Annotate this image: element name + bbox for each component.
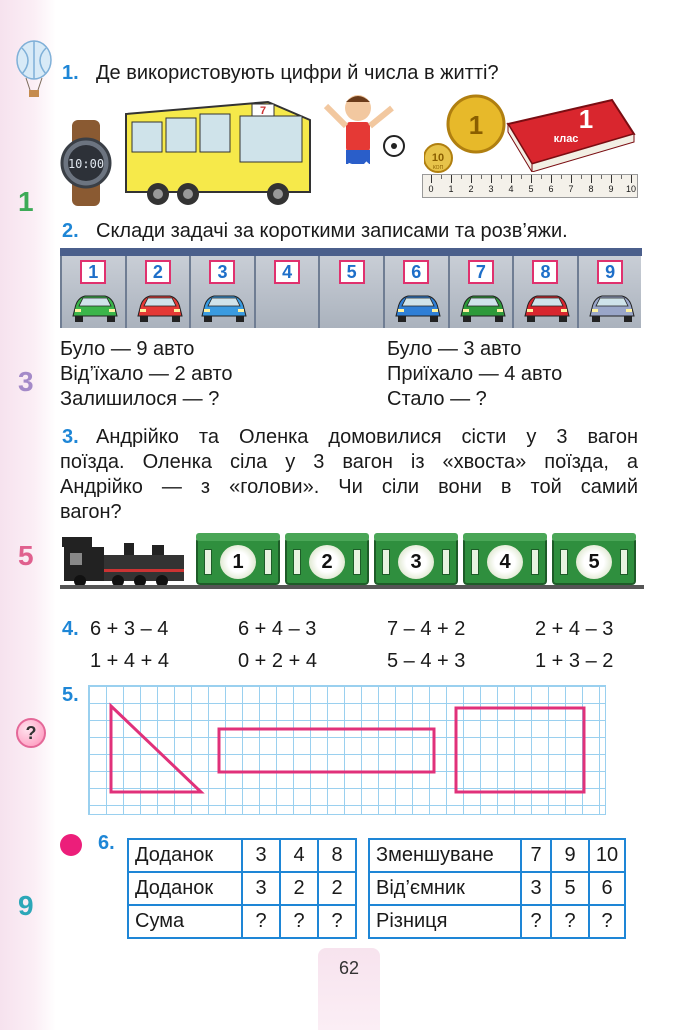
task-2-left-line-3: Залишилося — ? [60, 388, 220, 410]
expression: 5 – 4 + 3 [387, 650, 466, 672]
table-cell: 8 [318, 839, 356, 872]
table-cell-label: Зменшуване [369, 839, 521, 872]
wagon-number: 2 [309, 545, 345, 579]
rail [60, 585, 644, 589]
watch-display: 10:00 [67, 157, 105, 171]
ruler-label: 6 [548, 184, 554, 194]
task-6-number: 6. [98, 832, 115, 854]
table-cell: 9 [551, 839, 589, 872]
subtraction-table [368, 838, 626, 939]
parking-slot [448, 256, 513, 328]
locomotive-icon [60, 533, 190, 589]
car-icon [523, 290, 571, 324]
ruler-minor-tick [481, 175, 482, 179]
ruler-tick [431, 175, 432, 183]
parking-lot [60, 248, 642, 328]
wagon-door [620, 549, 628, 575]
expression: 7 – 4 + 2 [387, 618, 466, 640]
task-2-left-line-2: Від’їхало — 2 авто [60, 363, 233, 385]
wagon-door [531, 549, 539, 575]
bus-icon [118, 96, 316, 208]
task-3-line-4: вагон? [60, 501, 122, 523]
ruler-minor-tick [561, 175, 562, 179]
table-cell: 6 [589, 872, 625, 905]
expression: 6 + 4 – 3 [238, 618, 317, 640]
table-cell: 3 [242, 839, 280, 872]
parking-slot-number: 5 [339, 260, 365, 284]
table-row [128, 839, 356, 872]
ruler-minor-tick [501, 175, 502, 179]
margin-number-5: 5 [18, 540, 34, 571]
parking-slot [189, 256, 254, 328]
ruler-label: 3 [488, 184, 494, 194]
task-2-right-line-3: Стало — ? [387, 388, 487, 410]
book-label: клас [553, 133, 579, 145]
train-wagon [374, 537, 458, 585]
ruler-label: 0 [428, 184, 434, 194]
parking-slot-number: 7 [468, 260, 494, 284]
parking-slot-number: 2 [145, 260, 171, 284]
wagon-roof [196, 533, 280, 541]
car-icon [71, 290, 119, 324]
hot-air-balloon-icon [14, 40, 54, 100]
ruler-label: 10 [625, 184, 636, 194]
ruler-tick [591, 175, 592, 183]
book-number: 1 [578, 104, 594, 134]
task-2-text: Склади задачі за короткими записами та розв’яжи. [96, 220, 568, 242]
calendar-book-icon [502, 94, 638, 172]
train-wagon [552, 537, 636, 585]
table-cell: ? [521, 905, 551, 938]
ruler-tick [451, 175, 452, 183]
table-cell: 2 [318, 872, 356, 905]
table-cell: ? [242, 905, 280, 938]
car-icon [588, 290, 636, 324]
ruler-tick [531, 175, 532, 183]
parking-slot-number: 3 [209, 260, 235, 284]
task-3-line-3: Андрійко — з «голови». Чи сіли вони в той самий [60, 476, 638, 498]
table-cell: 7 [521, 839, 551, 872]
car-icon [459, 290, 507, 324]
wagon-door [293, 549, 301, 575]
task-1-number: 1. [62, 62, 79, 84]
table-cell: ? [589, 905, 625, 938]
task-2-right-line-1: Було — 3 авто [387, 338, 522, 360]
task-2-left-line-1: Було — 9 авто [60, 338, 195, 360]
table-row [128, 905, 356, 938]
task-2-number: 2. [62, 220, 79, 242]
table-cell: ? [551, 905, 589, 938]
wagon-roof [374, 533, 458, 541]
table-row [128, 872, 356, 905]
parking-slot [125, 256, 190, 328]
expression: 6 + 3 – 4 [90, 618, 169, 640]
difficulty-dot-icon [60, 834, 82, 856]
parking-slot-number: 8 [532, 260, 558, 284]
ruler-minor-tick [581, 175, 582, 179]
table-cell: 3 [242, 872, 280, 905]
train-wagon [196, 537, 280, 585]
wagon-door [560, 549, 568, 575]
ruler-minor-tick [521, 175, 522, 179]
parking-roof [60, 248, 642, 256]
ruler-minor-tick [621, 175, 622, 179]
coin-small-value: 10 [431, 152, 445, 164]
expression: 1 + 3 – 2 [535, 650, 614, 672]
parking-slot [383, 256, 448, 328]
addition-table [127, 838, 357, 939]
wagon-number: 4 [487, 545, 523, 579]
table-cell-label: Доданок [128, 839, 242, 872]
table-cell-label: Сума [128, 905, 242, 938]
task-3-line-2: поїзда. Оленка сіла у 3 вагон із «хвоста» поїзда, а [60, 451, 638, 473]
train [60, 533, 644, 589]
ruler-minor-tick [461, 175, 462, 179]
bus-number: 7 [259, 105, 267, 117]
table-cell: ? [280, 905, 318, 938]
task-2-right-line-2: Приїхало — 4 авто [387, 363, 563, 385]
parking-slot [318, 256, 383, 328]
coin-small-label: КОП [432, 165, 444, 171]
ruler-label: 1 [448, 184, 454, 194]
train-wagon [463, 537, 547, 585]
ruler-label: 5 [528, 184, 534, 194]
ruler-label: 4 [508, 184, 514, 194]
task-1-text: Де використовують цифри й числа в житті? [96, 62, 499, 84]
ruler-label: 9 [608, 184, 614, 194]
wagon-door [382, 549, 390, 575]
wagon-number: 3 [398, 545, 434, 579]
coin-large-value: 1 [468, 110, 484, 140]
ruler-tick [491, 175, 492, 183]
wagon-door [442, 549, 450, 575]
parking-slot-number: 6 [403, 260, 429, 284]
rectangle-shape [456, 708, 584, 792]
ruler-label: 2 [468, 184, 474, 194]
table-cell: 2 [280, 872, 318, 905]
ruler-tick [631, 175, 632, 183]
table-cell-label: Різниця [369, 905, 521, 938]
wagon-number: 1 [220, 545, 256, 579]
wagon-door [353, 549, 361, 575]
table-cell: 4 [280, 839, 318, 872]
ruler [422, 174, 638, 198]
wagon-roof [285, 533, 369, 541]
margin-number-1: 1 [18, 186, 34, 217]
expression: 1 + 4 + 4 [90, 650, 169, 672]
ruler-minor-tick [601, 175, 602, 179]
ruler-tick [551, 175, 552, 183]
table-cell-label: Від’ємник [369, 872, 521, 905]
coins-icon [424, 94, 510, 178]
long-rectangle-shape [219, 729, 434, 772]
wagon-roof [463, 533, 547, 541]
ruler-tick [511, 175, 512, 183]
table-row [369, 839, 625, 872]
table-cell: 3 [521, 872, 551, 905]
ruler-label: 8 [588, 184, 594, 194]
parking-slot [254, 256, 319, 328]
page-number-tab [318, 948, 380, 1030]
ruler-tick [471, 175, 472, 183]
table-cell: ? [318, 905, 356, 938]
task-3-line-1: Андрійко та Оленка домовилися сісти у 3 вагон [96, 426, 638, 448]
wagon-roof [552, 533, 636, 541]
car-icon [136, 290, 184, 324]
question-bubble-icon: ? [16, 718, 46, 748]
expression: 2 + 4 – 3 [535, 618, 614, 640]
football-boy-icon [320, 92, 406, 204]
expression: 0 + 2 + 4 [238, 650, 317, 672]
wagon-number: 5 [576, 545, 612, 579]
parking-slot-number: 9 [597, 260, 623, 284]
triangle-shape [111, 706, 201, 792]
wagon-door [204, 549, 212, 575]
parking-slot-number: 1 [80, 260, 106, 284]
task-3-number: 3. [62, 426, 79, 448]
ruler-minor-tick [541, 175, 542, 179]
train-wagon [285, 537, 369, 585]
table-cell: 10 [589, 839, 625, 872]
task-5-number: 5. [62, 684, 79, 706]
parking-slot [512, 256, 577, 328]
ruler-label: 7 [568, 184, 574, 194]
ruler-minor-tick [441, 175, 442, 179]
parking-slot [60, 256, 125, 328]
car-icon [200, 290, 248, 324]
wagon-door [471, 549, 479, 575]
margin-number-9: 9 [18, 890, 34, 921]
wagon-door [264, 549, 272, 575]
table-cell: 5 [551, 872, 589, 905]
table-row [369, 905, 625, 938]
ruler-tick [611, 175, 612, 183]
margin-number-3: 3 [18, 366, 34, 397]
page-number: 62 [338, 958, 360, 978]
margin-strip [0, 0, 56, 1030]
grid-paper [88, 685, 606, 815]
parking-slot [577, 256, 642, 328]
wristwatch-icon [58, 120, 114, 206]
task-4-number: 4. [62, 618, 79, 640]
car-icon [394, 290, 442, 324]
ruler-tick [571, 175, 572, 183]
parking-slot-number: 4 [274, 260, 300, 284]
table-cell-label: Доданок [128, 872, 242, 905]
table-row [369, 872, 625, 905]
